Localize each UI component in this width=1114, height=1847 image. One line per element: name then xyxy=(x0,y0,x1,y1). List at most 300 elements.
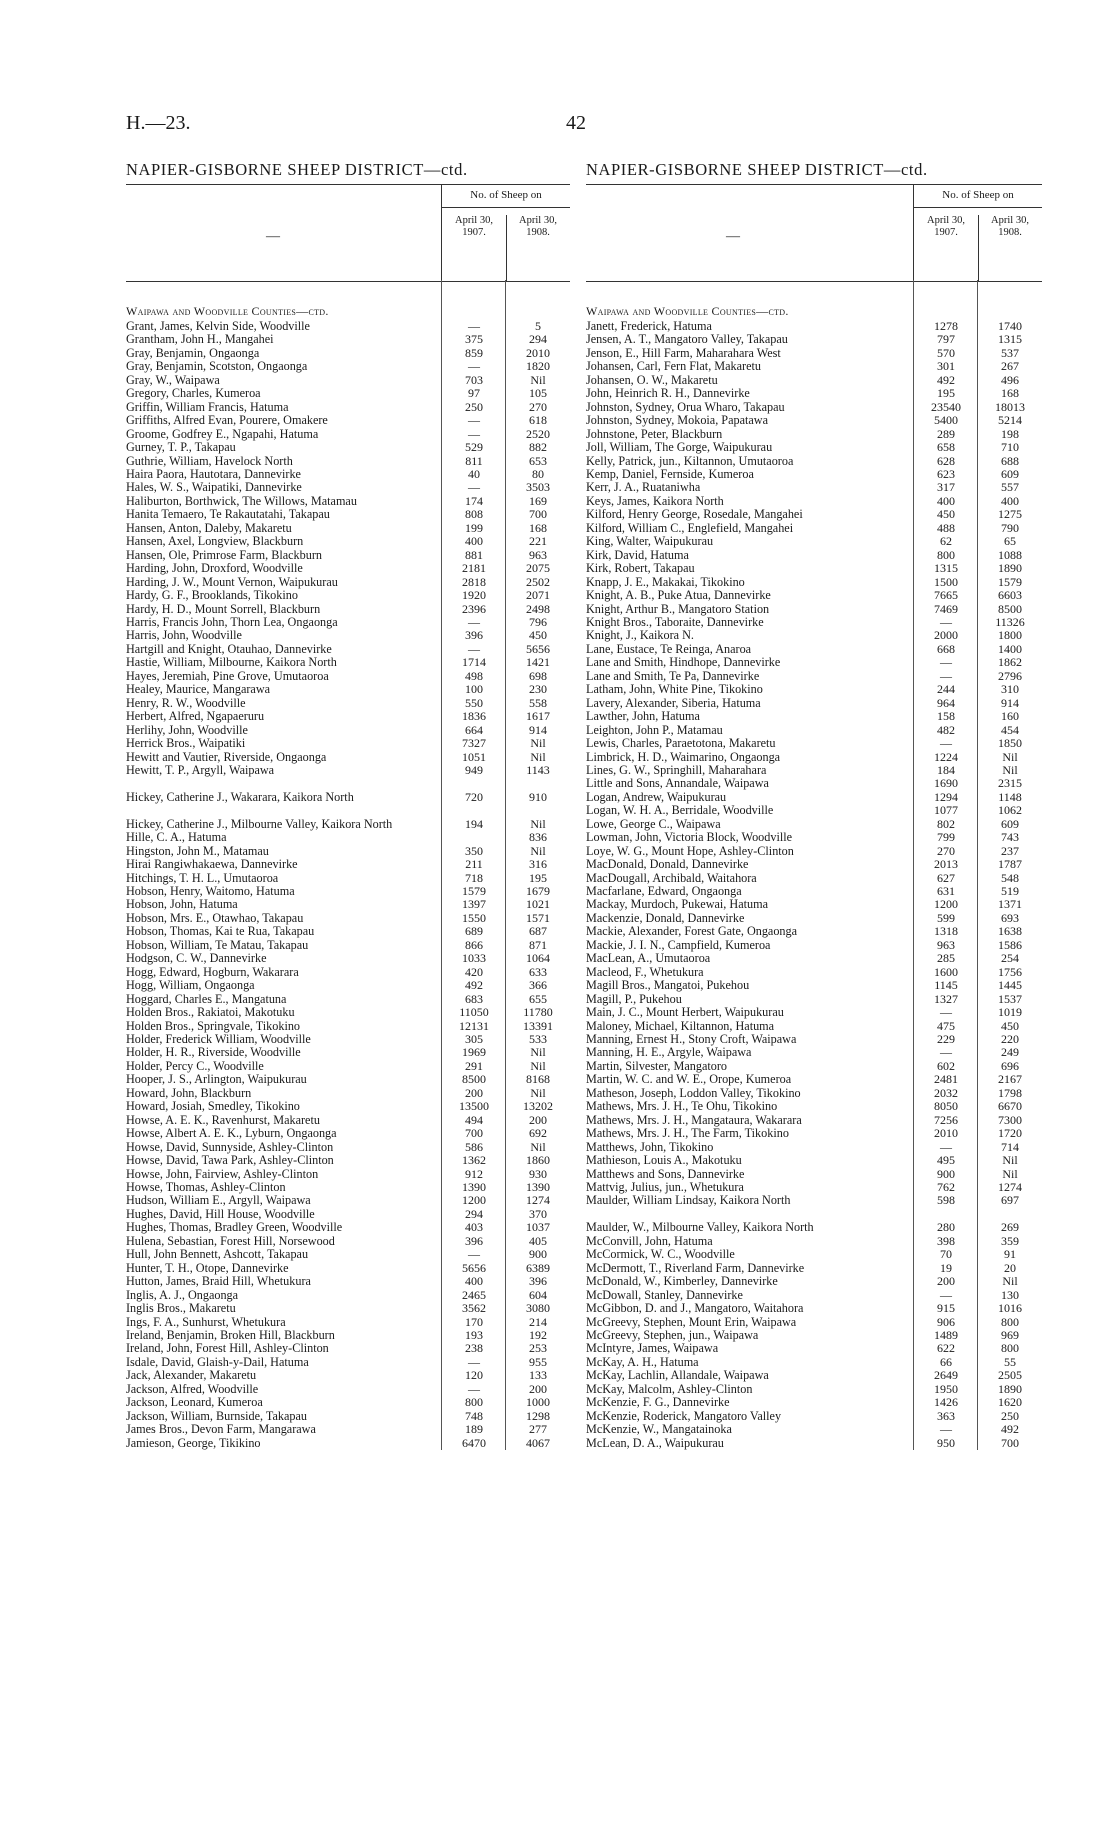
sheep-1908: 8500 xyxy=(998,601,1022,616)
sheep-1907: 291 xyxy=(465,1058,483,1073)
sheep-1907: 1500 xyxy=(934,574,958,589)
sheep-1908: 20 xyxy=(1004,1260,1016,1275)
sheep-1908: 688 xyxy=(1001,453,1019,468)
sheep-1908: 11780 xyxy=(523,1005,553,1020)
sheep-1908: 496 xyxy=(1001,372,1019,387)
owner-name: Hales, W. S., Waipatiki, Dannevirke xyxy=(126,481,302,495)
table-row xyxy=(126,670,570,683)
owner-name: Mackenzie, Donald, Dannevirke xyxy=(586,911,745,925)
table-row xyxy=(586,387,1042,400)
owner-name: Hutton, James, Braid Hill, Whetukura xyxy=(126,1275,311,1289)
table-row xyxy=(126,737,570,750)
table-row xyxy=(586,697,1042,710)
sheep-1907: 700 xyxy=(465,1126,483,1141)
owner-name: McKay, Malcolm, Ashley-Clinton xyxy=(586,1382,753,1396)
sheep-1908: 13391 xyxy=(523,1018,553,1033)
owner-name: Hudson, William E., Argyll, Waipawa xyxy=(126,1194,311,1208)
sheep-1907: 631 xyxy=(937,884,955,899)
sheep-1908: 310 xyxy=(1001,682,1019,697)
owner-name: Knight, A. B., Puke Atua, Dannevirke xyxy=(586,589,771,603)
sheep-1908: 1890 xyxy=(998,561,1022,576)
sheep-1907: 400 xyxy=(465,534,483,549)
sheep-1908: 5214 xyxy=(998,413,1022,428)
table-row xyxy=(126,1248,570,1261)
table-row xyxy=(126,603,570,616)
sheep-1908: 882 xyxy=(529,440,547,455)
table-row xyxy=(126,589,570,602)
table-row xyxy=(126,710,570,723)
table-row xyxy=(126,1342,570,1355)
sheep-1908: 633 xyxy=(529,964,547,979)
sheep-1908: 1400 xyxy=(998,641,1022,656)
sheep-1908: 214 xyxy=(529,1314,547,1329)
sheep-1907: 915 xyxy=(937,1301,955,1316)
table-row xyxy=(126,966,570,979)
table-row xyxy=(586,993,1042,1006)
owner-name: Knapp, J. E., Makakai, Tikokino xyxy=(586,575,745,589)
owner-name: Haliburton, Borthwick, The Willows, Matamau xyxy=(126,494,357,508)
sheep-1908: 836 xyxy=(529,830,547,845)
owner-name: Hughes, Thomas, Bradley Green, Woodville xyxy=(126,1221,343,1235)
table-row xyxy=(586,481,1042,494)
owner-name: Hewitt, T. P., Argyll, Waipawa xyxy=(126,763,275,777)
owner-name: Macfarlane, Edward, Ongaonga xyxy=(586,885,742,899)
sheep-1908: 3080 xyxy=(526,1301,550,1316)
sheep-1908: 253 xyxy=(529,1341,547,1356)
table-row xyxy=(586,670,1042,683)
table-row xyxy=(126,1033,570,1046)
owner-name: Hartgill and Knight, Otauhao, Dannevirke xyxy=(126,642,332,656)
owner-name: Lavery, Alexander, Siberia, Hatuma xyxy=(586,696,761,710)
owner-name: Hodgson, C. W., Dannevirke xyxy=(126,952,267,966)
table-row xyxy=(586,885,1042,898)
sheep-1907: 97 xyxy=(468,386,480,401)
sheep-1907: 317 xyxy=(937,480,955,495)
table-row xyxy=(126,1410,570,1423)
sheep-1907: 482 xyxy=(937,722,955,737)
sheep-1907: 7327 xyxy=(462,736,486,751)
owner-name: Hingston, John M., Matamau xyxy=(126,844,269,858)
sheep-1908: 8168 xyxy=(526,1072,550,1087)
table-row xyxy=(126,1369,570,1382)
owner-name: Manning, H. E., Argyle, Waipawa xyxy=(586,1046,752,1060)
owner-name: Inglis Bros., Makaretu xyxy=(126,1302,236,1316)
table-row xyxy=(586,751,1042,764)
sheep-1907: 403 xyxy=(465,1220,483,1235)
owner-name: Mackay, Murdoch, Pukewai, Hatuma xyxy=(586,898,768,912)
owner-name: Kemp, Daniel, Fernside, Kumeroa xyxy=(586,467,754,481)
sheep-1908: 1800 xyxy=(998,628,1022,643)
header-1907: April 30, 1907. xyxy=(914,215,979,281)
table-row xyxy=(126,1235,570,1248)
table-row xyxy=(586,939,1042,952)
sheep-count-header xyxy=(913,185,1042,281)
owner-name: Herrick Bros., Waipatiki xyxy=(126,737,246,751)
table-row xyxy=(126,468,570,481)
sheep-1908: 700 xyxy=(1001,1435,1019,1450)
sheep-1908: 130 xyxy=(1001,1287,1019,1302)
owner-name: Mackie, Alexander, Forest Gate, Ongaonga xyxy=(586,925,798,939)
sheep-1908: 1740 xyxy=(998,319,1022,333)
owner-name: Limbrick, H. D., Waimarino, Ongaonga xyxy=(586,750,781,764)
owner-name: Hewitt and Vautier, Riverside, Ongaonga xyxy=(126,750,327,764)
table-row xyxy=(586,1114,1042,1127)
sheep-1908: 1445 xyxy=(998,978,1022,993)
owner-name: Mathews, Mrs. J. H., Mangataura, Wakarara xyxy=(586,1113,802,1127)
sheep-1907: 70 xyxy=(940,1247,952,1262)
table-row xyxy=(586,1168,1042,1181)
sheep-1908: 1586 xyxy=(998,937,1022,952)
sheep-1907: 900 xyxy=(937,1166,955,1181)
sheep-1907: 598 xyxy=(937,1193,955,1208)
sheep-1908: Nil xyxy=(530,1045,546,1060)
table-row xyxy=(126,1221,570,1234)
table-header xyxy=(126,184,570,282)
sheep-1907: — xyxy=(468,641,480,656)
owner-name: Knight, Arthur B., Mangatoro Station xyxy=(586,602,770,616)
owner-name: Haira Paora, Hautotara, Dannevirke xyxy=(126,467,301,481)
owner-name: Groome, Godfrey E., Ngapahi, Hatuma xyxy=(126,427,319,441)
table-row xyxy=(126,1114,570,1127)
table-row xyxy=(586,1194,1042,1207)
sheep-1908: 1756 xyxy=(998,964,1022,979)
owner-name: Howse, A. E. K., Ravenhurst, Makaretu xyxy=(126,1113,320,1127)
sheep-1908: 2315 xyxy=(998,776,1022,791)
sheep-1907: — xyxy=(468,480,480,495)
sheep-1908: 1037 xyxy=(526,1220,550,1235)
table-row xyxy=(126,333,570,346)
owner-name: Herbert, Alfred, Ngapaeruru xyxy=(126,710,265,724)
owner-name: Healey, Maurice, Mangarawa xyxy=(126,683,271,697)
sheep-1908: 11326 xyxy=(995,614,1025,629)
sheep-1908: 796 xyxy=(529,614,547,629)
sheep-1908: 65 xyxy=(1004,534,1016,549)
sheep-1908: 80 xyxy=(532,466,544,481)
table-row xyxy=(126,1262,570,1275)
sheep-1908: 168 xyxy=(529,520,547,535)
section-heading: Waipawa and Woodville Counties—ctd. xyxy=(126,304,329,318)
owner-name: McConvill, John, Hatuma xyxy=(586,1234,713,1248)
sheep-1908: 366 xyxy=(529,978,547,993)
sheep-1907: 808 xyxy=(465,507,483,522)
sheep-1907: 400 xyxy=(937,493,955,508)
sheep-1908: 91 xyxy=(1004,1247,1016,1262)
sheep-1908: 250 xyxy=(1001,1408,1019,1423)
table-row xyxy=(586,656,1042,669)
table-row xyxy=(586,912,1042,925)
sheep-1908: 133 xyxy=(529,1368,547,1383)
sheep-1907: 623 xyxy=(937,466,955,481)
sheep-1907: 811 xyxy=(465,453,483,468)
sheep-1907: 949 xyxy=(465,762,483,777)
owner-name: Hirai Rangiwhakaewa, Dannevirke xyxy=(126,858,298,872)
owner-name: Holden Bros., Rakiatoi, Makotuku xyxy=(126,1006,295,1020)
sheep-1907: — xyxy=(468,1247,480,1262)
sheep-1907: 2181 xyxy=(462,561,486,576)
sheep-1908: Nil xyxy=(530,843,546,858)
sheep-1907: 184 xyxy=(937,762,955,777)
table-row xyxy=(126,1437,570,1450)
sheep-1908: 1064 xyxy=(526,951,550,966)
sheep-1907: 586 xyxy=(465,1139,483,1154)
table-row xyxy=(586,831,1042,844)
table-row xyxy=(126,347,570,360)
table-row xyxy=(586,791,1042,804)
sheep-1907: 450 xyxy=(937,507,955,522)
table-row xyxy=(586,1316,1042,1329)
owner-list xyxy=(586,320,1042,1450)
sheep-1907: 5656 xyxy=(462,1260,486,1275)
sheep-1908: 609 xyxy=(1001,466,1019,481)
owner-name: Henry, R. W., Woodville xyxy=(126,696,246,710)
owner-name: McLean, D. A., Waipukurau xyxy=(586,1436,724,1450)
sheep-1907: 2818 xyxy=(462,574,486,589)
sheep-1907: — xyxy=(468,319,480,333)
sheep-1908: 1798 xyxy=(998,1085,1022,1100)
column-title: NAPIER-GISBORNE SHEEP DISTRICT—ctd. xyxy=(126,160,468,179)
table-row xyxy=(586,872,1042,885)
sheep-1908: 1021 xyxy=(526,897,550,912)
sheep-1907: 193 xyxy=(465,1327,483,1342)
sheep-1908: Nil xyxy=(530,816,546,831)
owner-name: Guthrie, William, Havelock North xyxy=(126,454,293,468)
sheep-1908: 6670 xyxy=(998,1099,1022,1114)
sheep-1907: — xyxy=(940,1139,952,1154)
table-row xyxy=(586,777,1042,790)
sheep-1907: 498 xyxy=(465,668,483,683)
table-row xyxy=(586,764,1042,777)
sheep-1908: 400 xyxy=(1001,493,1019,508)
table-row xyxy=(126,845,570,858)
sheep-1908: 743 xyxy=(1001,830,1019,845)
owner-name: Jackson, William, Burnside, Takapau xyxy=(126,1409,307,1423)
sheep-1907: — xyxy=(468,426,480,441)
sheep-1908: 195 xyxy=(529,870,547,885)
sheep-1908: 1000 xyxy=(526,1395,550,1410)
table-row xyxy=(126,1168,570,1181)
owner-name: Lewis, Charles, Paraetotona, Makaretu xyxy=(586,737,776,751)
table-row xyxy=(586,1020,1042,1033)
sheep-1908: 200 xyxy=(529,1112,547,1127)
sheep-1908: 2505 xyxy=(998,1368,1022,1383)
page-header xyxy=(126,112,1044,136)
table-row xyxy=(586,1369,1042,1382)
owner-name: Johansen, Carl, Fern Flat, Makaretu xyxy=(586,360,761,374)
table-row xyxy=(126,898,570,911)
owner-name: Hunter, T. H., Otope, Dannevirke xyxy=(126,1261,289,1275)
table-row xyxy=(126,1020,570,1033)
sheep-1908: 55 xyxy=(1004,1354,1016,1369)
sheep-1908: 900 xyxy=(529,1247,547,1262)
sheep-1908: 1274 xyxy=(526,1193,550,1208)
sheep-1907: 797 xyxy=(937,332,955,347)
table-row xyxy=(126,751,570,764)
owner-name: Janett, Frederick, Hatuma xyxy=(586,320,712,333)
table-row xyxy=(586,333,1042,346)
sheep-1907: 7256 xyxy=(934,1112,958,1127)
table-row xyxy=(126,1046,570,1059)
sheep-1908: Nil xyxy=(1002,749,1018,764)
owner-name: Jamieson, George, Tikikino xyxy=(126,1436,261,1450)
table-row xyxy=(586,1235,1042,1248)
owner-name: Johnstone, Peter, Blackburn xyxy=(586,427,723,441)
sheep-1907: 658 xyxy=(937,440,955,455)
owner-name: Macleod, F., Whetukura xyxy=(586,965,704,979)
sheep-1908: 18013 xyxy=(995,399,1025,414)
table-row xyxy=(586,1396,1042,1409)
page-number: 42 xyxy=(566,112,586,134)
owner-name: Maulder, William Lindsay, Kaikora North xyxy=(586,1194,791,1208)
owner-name: Mattvig, Julius, jun., Whetukura xyxy=(586,1181,744,1194)
sheep-1908: 269 xyxy=(1001,1220,1019,1235)
owner-name: Leighton, John P., Matamau xyxy=(586,723,723,737)
sheep-1907: 200 xyxy=(937,1274,955,1289)
sheep-1907: 375 xyxy=(465,332,483,347)
table-row xyxy=(126,1275,570,1288)
sheep-1907: 494 xyxy=(465,1112,483,1127)
sheep-1907: — xyxy=(940,1287,952,1302)
sheep-1907: — xyxy=(940,1005,952,1020)
owner-name: McKenzie, F. G., Dannevirke xyxy=(586,1396,730,1410)
sheep-1907: 1920 xyxy=(462,588,486,603)
owner-name: Hobson, Henry, Waitomo, Hatuma xyxy=(126,885,295,898)
table-row xyxy=(126,428,570,441)
table-row xyxy=(586,804,1042,817)
owner-name: Hoggard, Charles E., Mangatuna xyxy=(126,992,287,1006)
sheep-1907: 2032 xyxy=(934,1085,958,1100)
sheep-1908: 1298 xyxy=(526,1408,550,1423)
sheep-1908: 1088 xyxy=(998,547,1022,562)
left-column xyxy=(126,160,570,1450)
sheep-1907: 570 xyxy=(937,345,955,360)
sheep-1907: 799 xyxy=(937,830,955,845)
sheep-1908: 1062 xyxy=(998,803,1022,818)
sheep-1908: 1016 xyxy=(998,1301,1022,1316)
table-row xyxy=(126,952,570,965)
sheep-1907: 250 xyxy=(465,399,483,414)
table-row xyxy=(586,1100,1042,1113)
owner-name: Main, J. C., Mount Herbert, Waipukurau xyxy=(586,1006,784,1020)
sheep-1908: 800 xyxy=(1001,1341,1019,1356)
sheep-1907: 964 xyxy=(937,695,955,710)
sheep-1907: 881 xyxy=(465,547,483,562)
sheep-1907: 1550 xyxy=(462,910,486,925)
sheep-1907: 189 xyxy=(465,1422,483,1437)
owner-name: Mackie, J. I. N., Campfield, Kumeroa xyxy=(586,938,771,952)
sheep-1908: 249 xyxy=(1001,1045,1019,1060)
table-row xyxy=(126,495,570,508)
sheep-1907: 158 xyxy=(937,709,955,724)
sheep-1907: 866 xyxy=(465,937,483,952)
sheep-1907: 689 xyxy=(465,924,483,939)
table-row xyxy=(126,1302,570,1315)
sheep-1908: 4067 xyxy=(526,1435,550,1450)
owner-name: Hitchings, T. H. L., Umutaoroa xyxy=(126,871,279,885)
sheep-1907: — xyxy=(468,413,480,428)
owner-name: Hobson, Mrs. E., Otawhao, Takapau xyxy=(126,911,304,925)
sheep-1907: 350 xyxy=(465,843,483,858)
table-row xyxy=(126,764,570,777)
owner-name: Hughes, David, Hill House, Woodville xyxy=(126,1207,315,1221)
table-row xyxy=(126,656,570,669)
table-row xyxy=(126,697,570,710)
table-row xyxy=(586,1154,1042,1167)
sheep-1907: 1200 xyxy=(462,1193,486,1208)
table-row xyxy=(126,1073,570,1086)
sheep-1908: 548 xyxy=(1001,870,1019,885)
owner-name: Lowman, John, Victoria Block, Woodville xyxy=(586,831,793,845)
sheep-1908: 963 xyxy=(529,547,547,562)
sheep-1907: 668 xyxy=(937,641,955,656)
owner-name: Hardy, H. D., Mount Sorrell, Blackburn xyxy=(126,602,321,616)
sheep-1908: Nil xyxy=(1002,1274,1018,1289)
sheep-1907: 720 xyxy=(465,789,483,804)
sheep-1907: 2013 xyxy=(934,857,958,872)
table-row xyxy=(126,1356,570,1369)
sheep-1907: 622 xyxy=(937,1341,955,1356)
sheep-1907: 244 xyxy=(937,682,955,697)
owner-name: Little and Sons, Annandale, Waipawa xyxy=(586,777,769,791)
table-row xyxy=(126,441,570,454)
sheep-1907: 859 xyxy=(465,345,483,360)
owner-name: Grantham, John H., Mangahei xyxy=(126,333,274,347)
owner-name: Harris, Francis John, Thorn Lea, Ongaonga xyxy=(126,615,338,629)
sheep-1907: 398 xyxy=(937,1233,955,1248)
sheep-1908: 1579 xyxy=(998,574,1022,589)
table-row xyxy=(126,1329,570,1342)
sheep-1908: 200 xyxy=(529,1381,547,1396)
sheep-1908: 267 xyxy=(1001,359,1019,374)
owner-name: Holder, Percy C., Woodville xyxy=(126,1059,264,1073)
table-row xyxy=(586,1356,1042,1369)
sheep-1908: 1274 xyxy=(998,1180,1022,1194)
table-header xyxy=(586,184,1042,282)
sheep-1907: 200 xyxy=(465,1085,483,1100)
owner-name: McDowall, Stanley, Dannevirke xyxy=(586,1288,743,1302)
header-1908: April 30, 1908. xyxy=(991,215,1029,238)
table-row xyxy=(586,1289,1042,1302)
owner-name: Manning, Ernest H., Stony Croft, Waipawa xyxy=(586,1033,797,1047)
sheep-1907: 1969 xyxy=(462,1045,486,1060)
sheep-1907: 305 xyxy=(465,1031,483,1046)
table-row xyxy=(126,522,570,535)
table-row xyxy=(586,468,1042,481)
table-row xyxy=(126,1423,570,1436)
sheep-1907: 1362 xyxy=(462,1153,486,1168)
table-row xyxy=(126,508,570,521)
table-row xyxy=(586,737,1042,750)
owner-name: Hayes, Jeremiah, Pine Grove, Umutaoroa xyxy=(126,669,329,683)
table-row xyxy=(126,872,570,885)
owner-name: Latham, John, White Pine, Tikokino xyxy=(586,683,763,697)
table-row xyxy=(586,508,1042,521)
owner-name: Matthews, John, Tikokino xyxy=(586,1140,714,1154)
owner-name: Howard, Josiah, Smedley, Tikokino xyxy=(126,1100,300,1114)
sheep-1908: Nil xyxy=(530,1085,546,1100)
owner-name: Jenson, E., Hill Farm, Maharahara West xyxy=(586,346,781,360)
table-row xyxy=(586,1248,1042,1261)
header-1907: April 30, 1907. xyxy=(442,215,507,281)
owner-name: Mathews, Mrs. J. H., The Farm, Tikokino xyxy=(586,1127,789,1141)
sheep-1907: 301 xyxy=(937,359,955,374)
sheep-1907: 1579 xyxy=(462,884,486,898)
sheep-1908: 2167 xyxy=(998,1072,1022,1087)
owner-name: Lane, Eustace, Te Reinga, Anaroa xyxy=(586,642,752,656)
owner-name: Howse, John, Fairview, Ashley-Clinton xyxy=(126,1167,319,1181)
table-row xyxy=(126,1181,570,1194)
table-row xyxy=(586,455,1042,468)
sheep-1907: 294 xyxy=(465,1206,483,1221)
